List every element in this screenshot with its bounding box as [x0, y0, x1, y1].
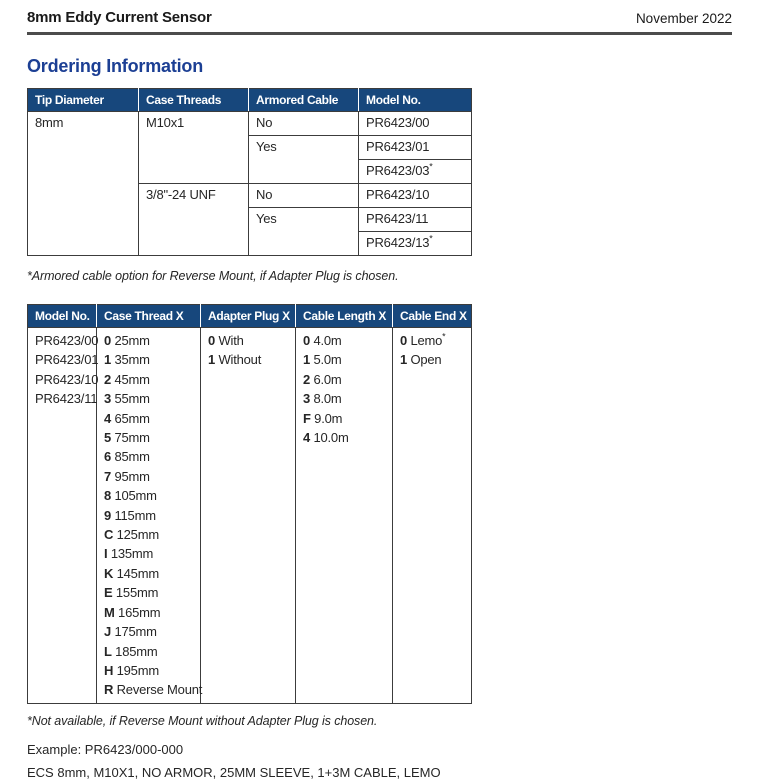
col-header-adapter-plug-x: Adapter Plug X [201, 305, 296, 328]
armored-cable-footnote: *Armored cable option for Reverse Mount, if Adapter Plug is chosen. [27, 269, 399, 283]
list-item: 7 95mm [104, 468, 150, 484]
list-item: K 145mm [104, 565, 159, 581]
col-header-model-no: Model No. [28, 305, 97, 328]
cell-case-thread: M10x1 [139, 112, 249, 184]
cell-tip-diameter: 8mm [28, 112, 139, 256]
col-header-model-no: Model No. [359, 89, 472, 112]
list-item: 1 35mm [104, 352, 150, 368]
cell-cable-length-options [296, 328, 393, 704]
cell-cable-end-options [393, 328, 472, 704]
page-title: 8mm Eddy Current Sensor [27, 9, 212, 26]
list-item: 2 45mm [104, 371, 150, 387]
list-item: 2 6.0m [303, 371, 342, 387]
cell-model-no: PR6423/11 [359, 208, 472, 232]
table-row [28, 328, 472, 704]
list-item: PR6423/00 [35, 333, 99, 348]
col-header-tip-diameter: Tip Diameter [28, 89, 139, 112]
list-item: 0 Lemo* [400, 331, 446, 348]
cell-armored-cable: No [249, 184, 359, 208]
col-header-cable-length-x: Cable Length X [296, 305, 393, 328]
not-available-footnote: *Not available, if Reverse Mount without Adapter Plug is chosen. [27, 713, 378, 728]
list-item: 4 65mm [104, 410, 150, 426]
cell-armored-cable: Yes [249, 136, 359, 184]
list-item: 8 105mm [104, 488, 157, 504]
list-item: 1 5.0m [303, 352, 342, 368]
list-item: PR6423/10 [35, 371, 99, 387]
list-item: 3 55mm [104, 391, 150, 407]
list-item: 6 85mm [104, 449, 150, 465]
cell-case-thread: 3/8"-24 UNF [139, 184, 249, 256]
list-item: 0 With [208, 333, 244, 348]
cell-model-no: PR6423/00 [359, 112, 472, 136]
table-row [28, 112, 472, 136]
col-header-cable-end-x: Cable End X [393, 305, 472, 328]
example-model-line: Example: PR6423/000-000 [27, 741, 184, 757]
list-item: 0 25mm [104, 333, 150, 348]
list-item: 9 115mm [104, 507, 156, 523]
list-item: C 125mm [104, 527, 159, 543]
table-header-row [28, 89, 472, 112]
document-header [27, 0, 732, 35]
list-item: PR6423/01 [35, 352, 99, 368]
list-item: I 135mm [104, 546, 154, 562]
list-item: H 195mm [104, 662, 159, 678]
doc-date: November 2022 [635, 11, 732, 26]
col-header-case-thread-x: Case Thread X [97, 305, 201, 328]
section-heading: Ordering Information [27, 56, 204, 76]
list-item: M 165mm [104, 604, 161, 620]
list-item: 1 Open [400, 352, 442, 368]
cell-model-no: PR6423/03* [359, 160, 472, 184]
list-item: L 185mm [104, 643, 158, 659]
cell-armored-cable: No [249, 112, 359, 136]
cell-model-no: PR6423/10 [359, 184, 472, 208]
list-item: 0 4.0m [303, 333, 342, 348]
list-item: F 9.0m [303, 410, 343, 426]
list-item: 1 Without [208, 352, 262, 368]
cell-model-numbers [28, 328, 97, 704]
list-item: 5 75mm [104, 430, 150, 446]
list-item: E 155mm [104, 585, 159, 601]
model-selection-table [27, 88, 472, 256]
cell-model-no: PR6423/01 [359, 136, 472, 160]
list-item: R Reverse Mount [104, 682, 203, 698]
list-item: 4 10.0m [303, 430, 349, 446]
col-header-armored-cable: Armored Cable [249, 89, 359, 112]
cell-model-no: PR6423/13* [359, 232, 472, 256]
cell-armored-cable: Yes [249, 208, 359, 256]
cell-adapter-plug-options [201, 328, 296, 704]
list-item: J 175mm [104, 624, 157, 640]
list-item: 3 8.0m [303, 391, 342, 407]
table-header-row [28, 305, 472, 328]
ordering-code-table [27, 304, 472, 704]
cell-case-thread-options [97, 328, 201, 704]
col-header-case-threads: Case Threads [139, 89, 249, 112]
example-description-line: ECS 8mm, M10X1, NO ARMOR, 25MM SLEEVE, 1+3M CABLE, LEMO [27, 764, 441, 780]
list-item: PR6423/11 [35, 391, 98, 407]
